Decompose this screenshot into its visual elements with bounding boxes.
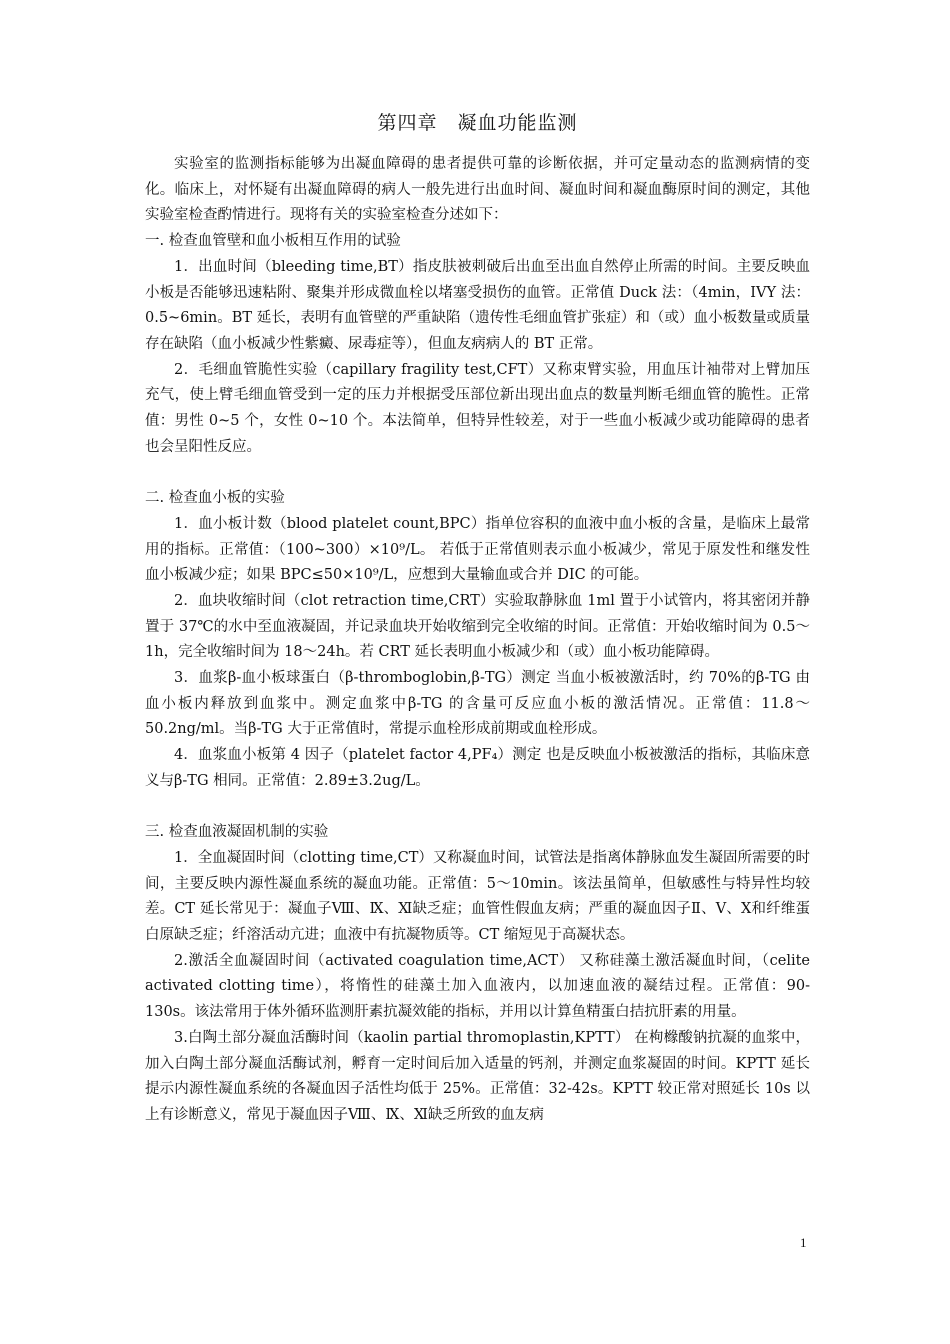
- paragraph-3-2: 2.激活全血凝固时间（activated coagulation time,ACT） 又称硅藻土激活凝血时间，（celite activated clotting time），将惰性的硅藻土加入血液内，以加速血液的凝结过程。正常值：90-130s。该法常用于体外循环监测肝素抗凝效能的指标，并用以计算鱼精蛋白拮抗肝素的用量。: [145, 952, 810, 1021]
- paragraph-2-4: 4．血浆血小板第 4 因子（platelet factor 4,PF₄）测定 也是反映血小板被激活的指标，其临床意义与β-TG 相同。正常值：2.89±3.2ug/L。: [145, 747, 810, 789]
- paragraph-2-2: 2．血块收缩时间（clot retraction time,CRT）实验取静脉血 1ml 置于小试管内，将其密闭并静置于 37℃的水中至血液凝固，并记录血块开始收缩到完全收缩的时间。正常值：开始收缩时间为 0.5～1h，完全收缩时间为 18～24h。若 CRT 延长表明血小板减少和（或）血小板功能障碍。: [145, 592, 810, 661]
- section-gap: [145, 460, 810, 486]
- chapter-title: 第四章 凝血功能监测: [377, 112, 578, 134]
- section-heading-2: 二. 检查血小板的实验: [145, 490, 285, 507]
- document-body: [145, 100, 810, 1129]
- paragraph-1-2: 2．毛细血管脆性实验（capillary fragility test,CFT）又称束臂实验，用血压计袖带对上臂加压充气，使上臂毛细血管受到一定的压力并根据受压部位新出现出血点的数量判断毛细血管的脆性。正常值：男性 0~5 个，女性 0~10 个。本法简单，但特异性较差，对于一些血小板减少或功能障碍的患者也会呈阳性反应。: [145, 361, 810, 455]
- paragraph-2-1: 1．血小板计数（blood platelet count,BPC）指单位容积的血液中血小板的含量，是临床上最常用的指标。正常值：（100~300）×10⁹/L。 若低于正常值则表示血小板减少，常见于原发性和继发性血小板减少症；如果 BPC≤50×10⁹/L，应想到大量输血或合并 DIC 的可能。: [145, 515, 810, 584]
- paragraph-1-1: 1．出血时间（bleeding time,BT）指皮肤被刺破后出血至出血自然停止所需的时间。主要反映血小板是否能够迅速粘附、聚集并形成微血栓以堵塞受损伤的血管。正常值 Duck 法：（4min，IVY 法：0.5~6min。BT 延长，表明有血管壁的严重缺陷（遗传性毛细血管扩张症）和（或）血小板数量或质量存在缺陷（血小板减少性紫癜、尿毒症等），但血友病病人的 BT 正常。: [145, 258, 810, 352]
- paragraph-2-3: 3．血浆β-血小板球蛋白（β-thromboglobin,β-TG）测定 当血小板被激活时，约 70%的β-TG 由血小板内释放到血浆中。测定血浆中β-TG 的含量可反应血小板的激活情况。正常值：11.8～50.2ng/ml。当β-TG 大于正常值时，常提示血栓形成前期或血栓形成。: [145, 670, 810, 738]
- section-heading-3: 三. 检查血液凝固机制的实验: [145, 824, 329, 841]
- paragraph-3-3: 3.白陶土部分凝血活酶时间（kaolin partial thromoplastin,KPTT） 在枸橼酸钠抗凝的血浆中，加入白陶土部分凝血活酶试剂，孵育一定时间后加入适量的钙剂，并测定血浆凝固的时间。KPTT 延长提示内源性凝血系统的各凝血因子活性均低于 25%。正常值：32-42s。KPTT 较正常对照延长 10s 以上有诊断意义，常见于凝血因子Ⅷ、Ⅸ、Ⅺ缺乏所致的血友病: [145, 1029, 810, 1123]
- paragraph-3-1: 1．全血凝固时间（clotting time,CT）又称凝血时间，试管法是指离体静脉血发生凝固所需要的时间，主要反映内源性凝血系统的凝血功能。正常值：5～10min。该法虽简单，但敏感性与特异性均较差。CT 延长常见于：凝血子Ⅷ、Ⅸ、Ⅺ缺乏症；血管性假血友病；严重的凝血因子Ⅱ、Ⅴ、Ⅹ和纤维蛋白原缺乏症；纤溶活动亢进；血液中有抗凝物质等。CT 缩短见于高凝状态。: [145, 849, 810, 944]
- section-gap: [145, 795, 810, 821]
- section-heading-1: 一. 检查血管壁和血小板相互作用的试验: [145, 233, 401, 250]
- page-number: 1: [800, 1235, 807, 1250]
- intro-paragraph: 实验室的监测指标能够为出凝血障碍的患者提供可靠的诊断依据，并可定量动态的监测病情的变化。临床上，对怀疑有出凝血障碍的病人一般先进行出血时间、凝血时间和凝血酶原时间的测定，其他实验室检查酌情进行。现将有关的实验室检查分述如下：: [145, 156, 810, 224]
